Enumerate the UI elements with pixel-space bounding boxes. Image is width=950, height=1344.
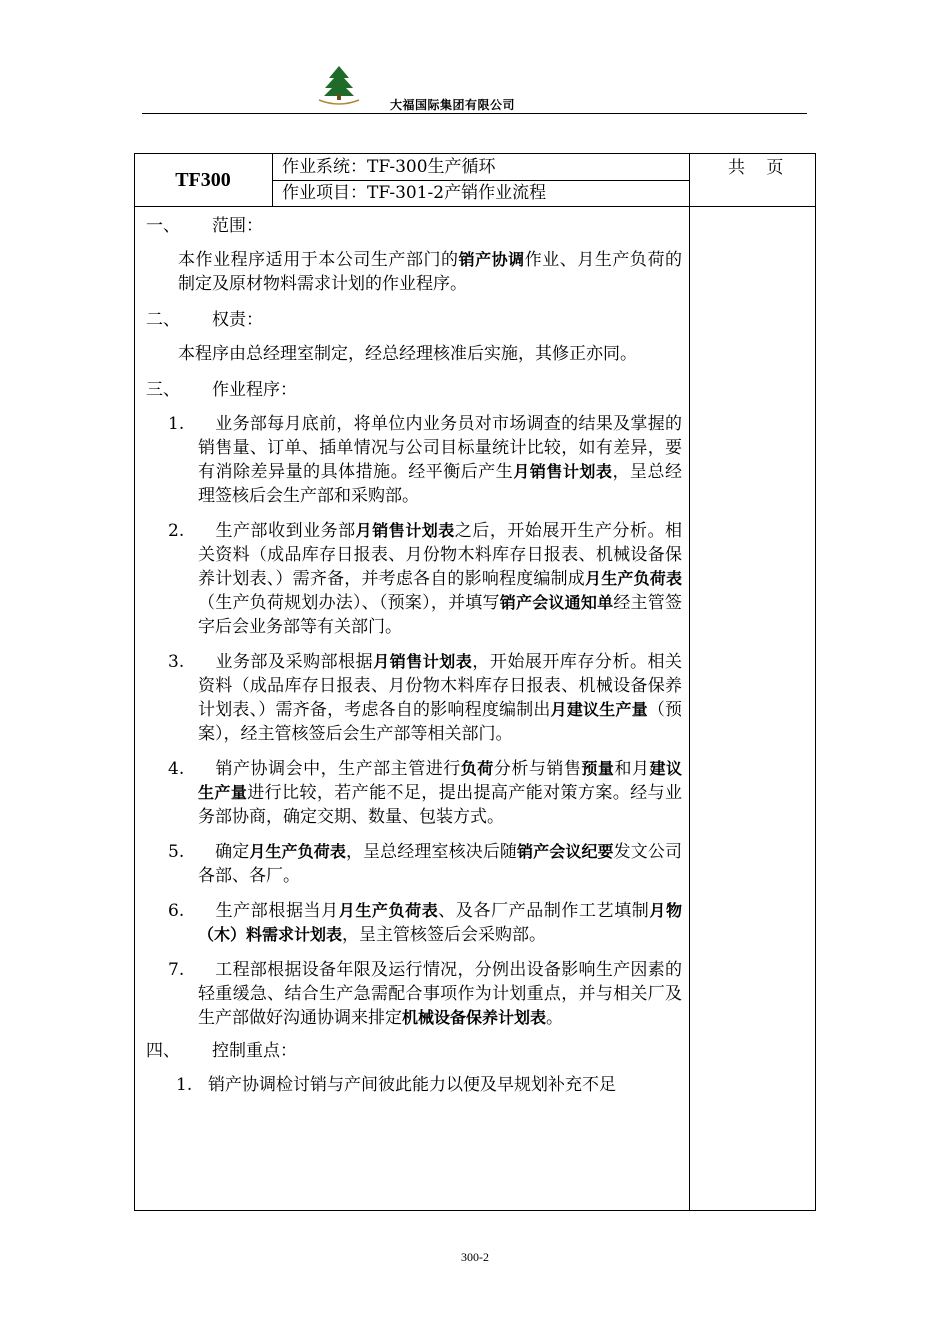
operation-system: 作业系统：TF-300生产循环	[282, 157, 496, 177]
text-run: ，呈主管核签后会采购部。	[342, 925, 547, 945]
section-title: 范围：	[212, 216, 263, 236]
section-number: 一、	[146, 216, 180, 236]
text-run: 之后，开始展开生产分析。相关资料（成品库存日报表、月份物木料库存日报表、机械设备保养计划表、）需齐备，并考虑各自的影响程度编制成	[198, 521, 682, 589]
bold-term: 负荷	[460, 759, 494, 778]
procedure-item-text	[198, 840, 682, 888]
text-run: 工程部根据设备年限及运行情况，分例出设备影响生产因素的轻重缓急、结合生产急需配合事项作为计划重点，并与相关厂及生产部做好沟通协调来排定	[198, 960, 682, 1028]
section-number: 三、	[146, 380, 180, 400]
procedure-item-number: 7.	[168, 960, 185, 980]
bold-term: 月建议生产量	[550, 700, 648, 719]
bold-term: 建议生产量	[198, 759, 683, 802]
document-code: TF300	[175, 168, 231, 191]
bold-term: 月销售计划表	[373, 652, 473, 671]
procedure-item-number: 3.	[168, 652, 185, 672]
text-run: 生产部根据当月	[198, 901, 339, 921]
procedure-item	[168, 519, 682, 639]
section-control-heading	[146, 1039, 682, 1063]
section-title: 权责：	[212, 310, 263, 330]
text-run: 业务部及采购部根据	[198, 652, 374, 672]
procedure-item	[168, 840, 682, 888]
text-run: 生产部收到业务部	[198, 521, 356, 541]
procedure-item-text	[198, 757, 682, 829]
bold-term: 销产会议纪要	[517, 842, 614, 861]
section-responsibility-heading	[146, 308, 682, 332]
control-item	[176, 1073, 682, 1097]
procedure-item-number: 6.	[168, 901, 185, 921]
procedure-list	[146, 412, 682, 1030]
text-run: 、及各厂产品制作工艺填制	[438, 901, 650, 921]
content-column-divider	[689, 153, 690, 1211]
bold-term: 预量	[581, 759, 615, 778]
operation-project: 作业项目：TF-301-2产销作业流程	[282, 183, 547, 203]
text-run: （预案），经主管核签后会生产部等相关部门。	[198, 700, 683, 744]
text-run: 业务部每月底前，将单位内业务员对市场调查的结果及掌握的销售量、订单、插单情况与公司目标量统计比较，如有差异，要有消除差异量的具体措施。经平衡后产生	[198, 414, 682, 482]
procedure-item	[168, 757, 682, 829]
procedure-item	[168, 958, 682, 1030]
text-run: 销产协调会中，生产部主管进行	[198, 759, 461, 779]
header-bottom-border	[134, 206, 816, 207]
bold-term: 月生产负荷表	[585, 569, 682, 588]
bold-term: 月物（木）料需求计划表	[198, 901, 682, 944]
section-title: 控制重点：	[212, 1041, 297, 1061]
procedure-item	[168, 650, 682, 746]
document-body	[146, 214, 682, 1097]
control-item-text: 销产协调检讨销与产间彼此能力以便及早规划补充不足	[208, 1075, 616, 1095]
text-run: 。	[546, 1008, 564, 1028]
bold-term: 销产会议通知单	[499, 593, 614, 612]
bold-term: 月生产负荷表	[338, 901, 439, 920]
text-run: 分析与销售	[493, 759, 582, 779]
procedure-item-number: 4.	[168, 759, 185, 779]
page-number: 300-2	[461, 1250, 489, 1264]
procedure-item-text	[198, 958, 682, 1030]
procedure-item-text	[198, 899, 682, 947]
header-divider	[142, 113, 807, 114]
page-count: 共 页	[728, 158, 792, 178]
text-run: ，呈总经理室核决后随	[345, 842, 518, 862]
responsibility-paragraph	[178, 342, 682, 366]
bold-term: 销产协调	[458, 250, 525, 269]
text-run: （生产负荷规划办法）、（预案），并填写	[198, 593, 500, 613]
text-run: 发文公司各部、各厂。	[198, 842, 682, 886]
section-number: 二、	[146, 310, 180, 330]
scope-paragraph	[178, 248, 682, 296]
section-procedure-heading	[146, 378, 682, 402]
procedure-item-number: 5.	[168, 842, 185, 862]
text-run: ，开始展开库存分析。相关资料（成品库存日报表、月份物木料库存日报表、机械设备保养计划表、）需齐备，考虑各自的影响程度编制出	[198, 652, 682, 720]
procedure-item-text	[198, 650, 682, 746]
procedure-item-text	[198, 519, 682, 639]
text-run: 本程序由总经理室制定，经总经理核准后实施，其修正亦同。	[178, 344, 637, 364]
bold-term: 机械设备保养计划表	[402, 1008, 547, 1027]
company-logo-tree-icon	[315, 62, 363, 108]
procedure-item-number: 2.	[168, 521, 185, 541]
text-run: 经主管签字后会业务部等有关部门。	[198, 593, 682, 637]
section-title: 作业程序：	[212, 380, 297, 400]
procedure-item-text	[198, 412, 682, 508]
text-run: 和月	[614, 759, 650, 779]
procedure-item	[168, 899, 682, 947]
control-item-number: 1.	[176, 1075, 193, 1095]
bold-term: 月销售计划表	[513, 462, 613, 481]
table-border-bottom	[134, 1210, 816, 1211]
bold-term: 月生产负荷表	[249, 842, 346, 861]
procedure-item	[168, 412, 682, 508]
procedure-item-number: 1.	[168, 414, 185, 434]
table-border-left	[134, 153, 135, 1211]
bold-term: 月销售计划表	[355, 521, 455, 540]
text-run: 本作业程序适用于本公司生产部门的	[178, 250, 459, 270]
table-border-right	[815, 153, 816, 1211]
section-scope-heading	[146, 214, 682, 238]
text-run: 作业、月生产负荷的制定及原材物料需求计划的作业程序。	[178, 250, 682, 294]
section-number: 四、	[146, 1041, 180, 1061]
company-name: 大福国际集团有限公司	[390, 98, 516, 112]
code-column-divider	[272, 153, 273, 206]
text-run: 进行比较，若产能不足，提出提高产能对策方案。经与业务部协商，确定交期、数量、包装方式。	[198, 783, 682, 827]
text-run: 确定	[198, 842, 250, 862]
text-run: ，呈总经理签核后会生产部和采购部。	[198, 462, 682, 506]
